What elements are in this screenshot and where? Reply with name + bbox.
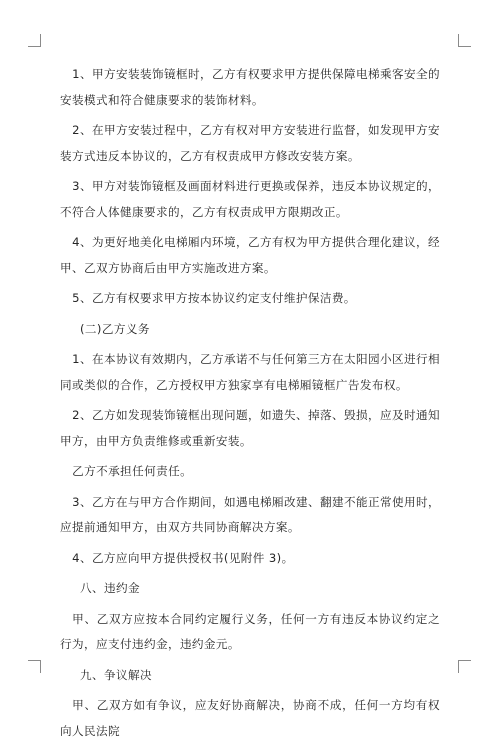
paragraph-party-a-clause-1: 1、甲方安装装饰镜框时，乙方有权要求甲方提供保障电梯乘客安全的安装模式和符合健康要求的装饰材料。 bbox=[60, 67, 440, 107]
paragraph-party-b-clause-4: 4、乙方应向甲方提供授权书(见附件 3)。 bbox=[72, 550, 294, 565]
document-body bbox=[60, 62, 440, 749]
section-heading-party-b-obligations: (二)乙方义务 bbox=[80, 321, 150, 336]
crop-mark-bottom-left bbox=[28, 660, 41, 673]
paragraph-party-a-clause-3: 3、甲方对装饰镜框及画面材料进行更换或保养，违反本协议规定的，不符合人体健康要求的，乙方有权责成甲方限期改正。 bbox=[60, 179, 440, 219]
paragraph-party-b-no-liability: 乙方不承担任何责任。 bbox=[72, 464, 193, 478]
paragraph-party-a-clause-5: 5、乙方有权要求甲方按本协议约定支付维护保洁费。 bbox=[72, 291, 356, 305]
paragraph-party-a-clause-2: 2、在甲方安装过程中，乙方有权对甲方安装进行监督，如发现甲方安装方式违反本协议的，乙方有权责成甲方修改安装方案。 bbox=[60, 123, 440, 163]
crop-mark-top-left bbox=[28, 34, 41, 47]
paragraph-party-b-clause-1: 1、在本协议有效期内，乙方承诺不与任何第三方在太阳园小区进行相同或类似的合作，乙方授权甲方独家享有电梯厢镜框广告发布权。 bbox=[60, 352, 440, 392]
paragraph-dispute-resolution: 甲、乙双方如有争议，应友好协商解决，协商不成，任何一方均有权向人民法院 bbox=[60, 698, 440, 738]
paragraph-party-b-clause-2: 2、乙方如发现装饰镜框出现问题，如遗失、掉落、毁损，应及时通知甲方，由甲方负责维修或重新安装。 bbox=[60, 408, 440, 448]
paragraph-penalty: 甲、乙双方应按本合同约定履行义务，任何一方有违反本协议约定之行为，应支付违约金，违约金元。 bbox=[60, 611, 440, 651]
crop-mark-top-right bbox=[458, 34, 471, 47]
section-heading-dispute-resolution: 九、争议解决 bbox=[80, 667, 152, 682]
paragraph-party-b-clause-3: 3、乙方在与甲方合作期间，如遇电梯厢改建、翻建不能正常使用时，应提前通知甲方，由双方共同协商解决方案。 bbox=[60, 494, 440, 534]
section-heading-penalty: 八、违约金 bbox=[80, 581, 140, 595]
crop-mark-bottom-right bbox=[458, 660, 471, 673]
paragraph-party-a-clause-4: 4、为更好地美化电梯厢内环境，乙方有权为甲方提供合理化建议，经甲、乙双方协商后由甲方实施改进方案。 bbox=[60, 235, 440, 275]
